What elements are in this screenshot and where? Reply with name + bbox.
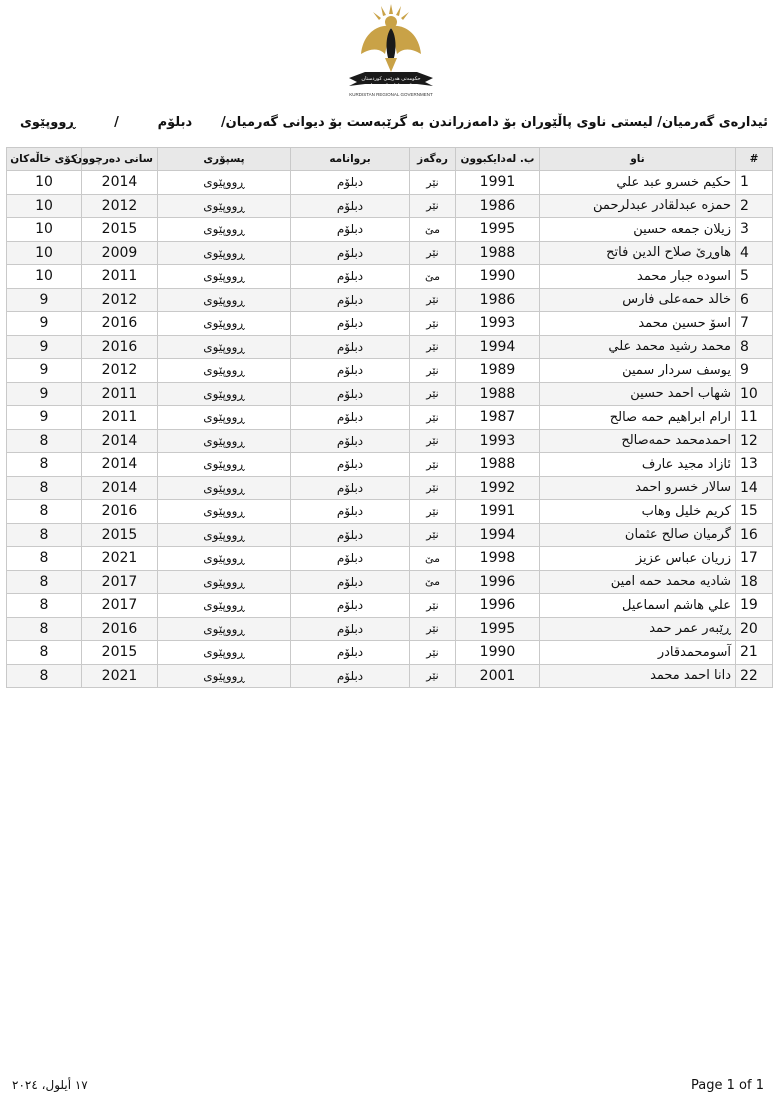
- cell-total: 8: [7, 570, 82, 594]
- cell-grad-year: 2015: [82, 218, 158, 242]
- cell-name: شاديه محمد حمه امين: [540, 570, 736, 594]
- cell-name: اسۆ حسين محمد: [540, 312, 736, 336]
- cell-birth: 1991: [456, 500, 540, 524]
- cell-certificate: دبلۆم: [291, 218, 410, 242]
- cell-certificate: دبلۆم: [291, 641, 410, 665]
- cell-name: آسومحمدقادر: [540, 641, 736, 665]
- cell-birth: 2001: [456, 664, 540, 688]
- cell-idx: 8: [736, 335, 773, 359]
- cell-name: هاوڕێ صلاح الدين فاتح: [540, 241, 736, 265]
- cell-specialty: ڕووپێوی: [158, 523, 291, 547]
- logo-text-english: KURDISTAN REGIONAL GOVERNMENT: [349, 92, 433, 97]
- cell-specialty: ڕووپێوی: [158, 194, 291, 218]
- cell-birth: 1986: [456, 194, 540, 218]
- cell-gender: نێر: [410, 594, 456, 618]
- cell-grad-year: 2012: [82, 359, 158, 383]
- cell-total: 8: [7, 641, 82, 665]
- cell-name: خالد حمەعلی فارس: [540, 288, 736, 312]
- cell-idx: 13: [736, 453, 773, 477]
- cell-specialty: ڕووپێوی: [158, 241, 291, 265]
- cell-birth: 1987: [456, 406, 540, 430]
- header-birth: ب. لەدایکبوون: [456, 148, 540, 171]
- cell-idx: 9: [736, 359, 773, 383]
- table-row: [7, 241, 773, 265]
- cell-birth: 1996: [456, 570, 540, 594]
- cell-total: 9: [7, 288, 82, 312]
- cell-name: احمدمحمد حمەصالح: [540, 429, 736, 453]
- cell-grad-year: 2014: [82, 171, 158, 195]
- cell-specialty: ڕووپێوی: [158, 641, 291, 665]
- cell-certificate: دبلۆم: [291, 406, 410, 430]
- cell-grad-year: 2016: [82, 312, 158, 336]
- cell-certificate: دبلۆم: [291, 171, 410, 195]
- cell-idx: 5: [736, 265, 773, 289]
- cell-specialty: ڕووپێوی: [158, 547, 291, 571]
- cell-birth: 1993: [456, 429, 540, 453]
- cell-certificate: دبلۆم: [291, 664, 410, 688]
- cell-specialty: ڕووپێوی: [158, 218, 291, 242]
- cell-gender: نێر: [410, 429, 456, 453]
- header-gender: رەگەز: [410, 148, 456, 171]
- table-row: [7, 594, 773, 618]
- table-row: [7, 453, 773, 477]
- cell-gender: نێر: [410, 312, 456, 336]
- cell-idx: 22: [736, 664, 773, 688]
- cell-specialty: ڕووپێوی: [158, 617, 291, 641]
- cell-certificate: دبلۆم: [291, 547, 410, 571]
- cell-gender: نێر: [410, 406, 456, 430]
- cell-birth: 1986: [456, 288, 540, 312]
- cell-certificate: دبلۆم: [291, 265, 410, 289]
- cell-certificate: دبلۆم: [291, 335, 410, 359]
- cell-certificate: دبلۆم: [291, 288, 410, 312]
- cell-specialty: ڕووپێوی: [158, 500, 291, 524]
- cell-certificate: دبلۆم: [291, 570, 410, 594]
- cell-total: 9: [7, 406, 82, 430]
- table-row: [7, 194, 773, 218]
- cell-idx: 18: [736, 570, 773, 594]
- cell-total: 8: [7, 547, 82, 571]
- cell-birth: 1988: [456, 382, 540, 406]
- cell-name: حكيم خسرو عبد علي: [540, 171, 736, 195]
- cell-name: زيلان جمعه حسين: [540, 218, 736, 242]
- cell-gender: نێر: [410, 359, 456, 383]
- table-row: [7, 288, 773, 312]
- cell-gender: مێ: [410, 570, 456, 594]
- cell-idx: 16: [736, 523, 773, 547]
- cell-total: 9: [7, 382, 82, 406]
- cell-grad-year: 2015: [82, 641, 158, 665]
- candidates-table: [6, 147, 773, 688]
- table-body: [7, 171, 773, 688]
- logo-text-arabic: حكومة إقليم كوردستان: [367, 83, 415, 89]
- cell-grad-year: 2015: [82, 523, 158, 547]
- cell-name: سالار خسرو احمد: [540, 476, 736, 500]
- footer-date: ١٧ أيلول، ٢٠٢٤: [12, 1078, 88, 1092]
- cell-idx: 14: [736, 476, 773, 500]
- cell-idx: 19: [736, 594, 773, 618]
- cell-idx: 2: [736, 194, 773, 218]
- cell-specialty: ڕووپێوی: [158, 382, 291, 406]
- cell-gender: نێر: [410, 476, 456, 500]
- table-row: [7, 406, 773, 430]
- table-row: [7, 171, 773, 195]
- cell-total: 8: [7, 453, 82, 477]
- cell-specialty: ڕووپێوی: [158, 429, 291, 453]
- cell-grad-year: 2011: [82, 265, 158, 289]
- heading-certificate: دبلۆم: [157, 114, 193, 130]
- cell-birth: 1991: [456, 171, 540, 195]
- cell-gender: نێر: [410, 641, 456, 665]
- cell-gender: مێ: [410, 265, 456, 289]
- cell-idx: 12: [736, 429, 773, 453]
- cell-grad-year: 2009: [82, 241, 158, 265]
- cell-birth: 1988: [456, 241, 540, 265]
- table-row: [7, 570, 773, 594]
- cell-specialty: ڕووپێوی: [158, 453, 291, 477]
- document-heading: [20, 110, 768, 134]
- cell-gender: مێ: [410, 218, 456, 242]
- cell-total: 8: [7, 594, 82, 618]
- table-row: [7, 335, 773, 359]
- table-row: [7, 382, 773, 406]
- table-row: [7, 218, 773, 242]
- cell-grad-year: 2017: [82, 594, 158, 618]
- cell-idx: 11: [736, 406, 773, 430]
- cell-grad-year: 2011: [82, 406, 158, 430]
- cell-gender: نێر: [410, 523, 456, 547]
- cell-total: 10: [7, 218, 82, 242]
- cell-total: 8: [7, 476, 82, 500]
- cell-grad-year: 2012: [82, 194, 158, 218]
- cell-name: اسوده جبار محمد: [540, 265, 736, 289]
- cell-birth: 1992: [456, 476, 540, 500]
- cell-gender: نێر: [410, 453, 456, 477]
- header-specialty: پسپۆری: [158, 148, 291, 171]
- cell-gender: نێر: [410, 382, 456, 406]
- cell-name: شهاب احمد حسين: [540, 382, 736, 406]
- cell-specialty: ڕووپێوی: [158, 594, 291, 618]
- cell-certificate: دبلۆم: [291, 500, 410, 524]
- cell-birth: 1990: [456, 265, 540, 289]
- cell-total: 9: [7, 312, 82, 336]
- cell-certificate: دبلۆم: [291, 359, 410, 383]
- cell-name: ڕێبەر عمر حمد: [540, 617, 736, 641]
- cell-total: 8: [7, 617, 82, 641]
- cell-idx: 6: [736, 288, 773, 312]
- cell-total: 10: [7, 171, 82, 195]
- table-row: [7, 429, 773, 453]
- table-row: [7, 312, 773, 336]
- cell-gender: نێر: [410, 335, 456, 359]
- cell-total: 8: [7, 664, 82, 688]
- cell-birth: 1993: [456, 312, 540, 336]
- cell-name: زريان عباس عزيز: [540, 547, 736, 571]
- cell-name: ارام ابراهيم حمه صالح: [540, 406, 736, 430]
- table-row: [7, 664, 773, 688]
- header-idx: #: [736, 148, 773, 171]
- table-row: [7, 500, 773, 524]
- cell-certificate: دبلۆم: [291, 382, 410, 406]
- cell-birth: 1996: [456, 594, 540, 618]
- cell-idx: 17: [736, 547, 773, 571]
- cell-total: 8: [7, 429, 82, 453]
- cell-grad-year: 2012: [82, 288, 158, 312]
- cell-birth: 1989: [456, 359, 540, 383]
- cell-grad-year: 2016: [82, 500, 158, 524]
- cell-certificate: دبلۆم: [291, 476, 410, 500]
- cell-idx: 4: [736, 241, 773, 265]
- cell-certificate: دبلۆم: [291, 241, 410, 265]
- table-row: [7, 359, 773, 383]
- cell-birth: 1995: [456, 617, 540, 641]
- cell-total: 10: [7, 241, 82, 265]
- cell-grad-year: 2021: [82, 547, 158, 571]
- cell-name: ئازاد مجيد عارف: [540, 453, 736, 477]
- cell-name: دانا احمد محمد: [540, 664, 736, 688]
- cell-birth: 1988: [456, 453, 540, 477]
- cell-certificate: دبلۆم: [291, 594, 410, 618]
- cell-total: 8: [7, 500, 82, 524]
- cell-grad-year: 2016: [82, 335, 158, 359]
- cell-grad-year: 2017: [82, 570, 158, 594]
- table-header-row: [7, 148, 773, 171]
- header-total: کۆی خاڵەکان: [7, 148, 82, 171]
- cell-certificate: دبلۆم: [291, 429, 410, 453]
- table-row: [7, 547, 773, 571]
- cell-idx: 20: [736, 617, 773, 641]
- cell-specialty: ڕووپێوی: [158, 476, 291, 500]
- heading-main: ئیدارەی گەرمیان/ لیستی ناوی پاڵێوران بۆ دامەزراندن بە گرێبەست بۆ دیوانی گەرمیان/: [220, 114, 768, 130]
- cell-specialty: ڕووپێوی: [158, 288, 291, 312]
- krg-logo: [341, 2, 441, 102]
- cell-name: حمزه عبدلقادر عبدلرحمن: [540, 194, 736, 218]
- table-row: [7, 523, 773, 547]
- cell-total: 9: [7, 359, 82, 383]
- cell-name: محمد رشيد محمد علي: [540, 335, 736, 359]
- table-row: [7, 476, 773, 500]
- cell-birth: 1994: [456, 335, 540, 359]
- cell-total: 10: [7, 194, 82, 218]
- cell-birth: 1994: [456, 523, 540, 547]
- footer-page-number: Page 1 of 1: [691, 1078, 764, 1093]
- header-grad-year: سانی دەرچوون: [82, 148, 158, 171]
- cell-gender: نێر: [410, 664, 456, 688]
- cell-specialty: ڕووپێوی: [158, 406, 291, 430]
- cell-name: علي هاشم اسماعيل: [540, 594, 736, 618]
- cell-specialty: ڕووپێوی: [158, 312, 291, 336]
- cell-grad-year: 2021: [82, 664, 158, 688]
- heading-separator: /: [114, 114, 119, 130]
- cell-idx: 1: [736, 171, 773, 195]
- header-certificate: بروانامە: [291, 148, 410, 171]
- cell-birth: 1995: [456, 218, 540, 242]
- cell-gender: نێر: [410, 617, 456, 641]
- cell-idx: 15: [736, 500, 773, 524]
- cell-gender: نێر: [410, 288, 456, 312]
- cell-birth: 1990: [456, 641, 540, 665]
- cell-specialty: ڕووپێوی: [158, 664, 291, 688]
- cell-grad-year: 2014: [82, 429, 158, 453]
- cell-certificate: دبلۆم: [291, 194, 410, 218]
- cell-specialty: ڕووپێوی: [158, 265, 291, 289]
- cell-idx: 3: [736, 218, 773, 242]
- cell-total: 10: [7, 265, 82, 289]
- cell-idx: 21: [736, 641, 773, 665]
- cell-idx: 7: [736, 312, 773, 336]
- cell-grad-year: 2014: [82, 453, 158, 477]
- cell-certificate: دبلۆم: [291, 523, 410, 547]
- heading-department: ڕووپێوی: [20, 114, 76, 130]
- table-row: [7, 617, 773, 641]
- cell-idx: 10: [736, 382, 773, 406]
- table-row: [7, 265, 773, 289]
- cell-name: كريم خليل وهاب: [540, 500, 736, 524]
- cell-grad-year: 2016: [82, 617, 158, 641]
- cell-name: يوسف سردار سمين: [540, 359, 736, 383]
- cell-gender: نێر: [410, 500, 456, 524]
- header-name: ناو: [540, 148, 736, 171]
- cell-name: گرميان صالح عثمان: [540, 523, 736, 547]
- cell-grad-year: 2014: [82, 476, 158, 500]
- cell-certificate: دبلۆم: [291, 453, 410, 477]
- logo-text-kurdish: حكومەتی هەرێمی کوردستان: [361, 76, 421, 82]
- cell-total: 9: [7, 335, 82, 359]
- cell-gender: نێر: [410, 194, 456, 218]
- cell-specialty: ڕووپێوی: [158, 359, 291, 383]
- cell-grad-year: 2011: [82, 382, 158, 406]
- cell-gender: نێر: [410, 171, 456, 195]
- cell-birth: 1998: [456, 547, 540, 571]
- cell-gender: مێ: [410, 547, 456, 571]
- cell-specialty: ڕووپێوی: [158, 171, 291, 195]
- cell-total: 8: [7, 523, 82, 547]
- cell-gender: نێر: [410, 241, 456, 265]
- cell-certificate: دبلۆم: [291, 617, 410, 641]
- cell-certificate: دبلۆم: [291, 312, 410, 336]
- cell-specialty: ڕووپێوی: [158, 570, 291, 594]
- table-row: [7, 641, 773, 665]
- cell-specialty: ڕووپێوی: [158, 335, 291, 359]
